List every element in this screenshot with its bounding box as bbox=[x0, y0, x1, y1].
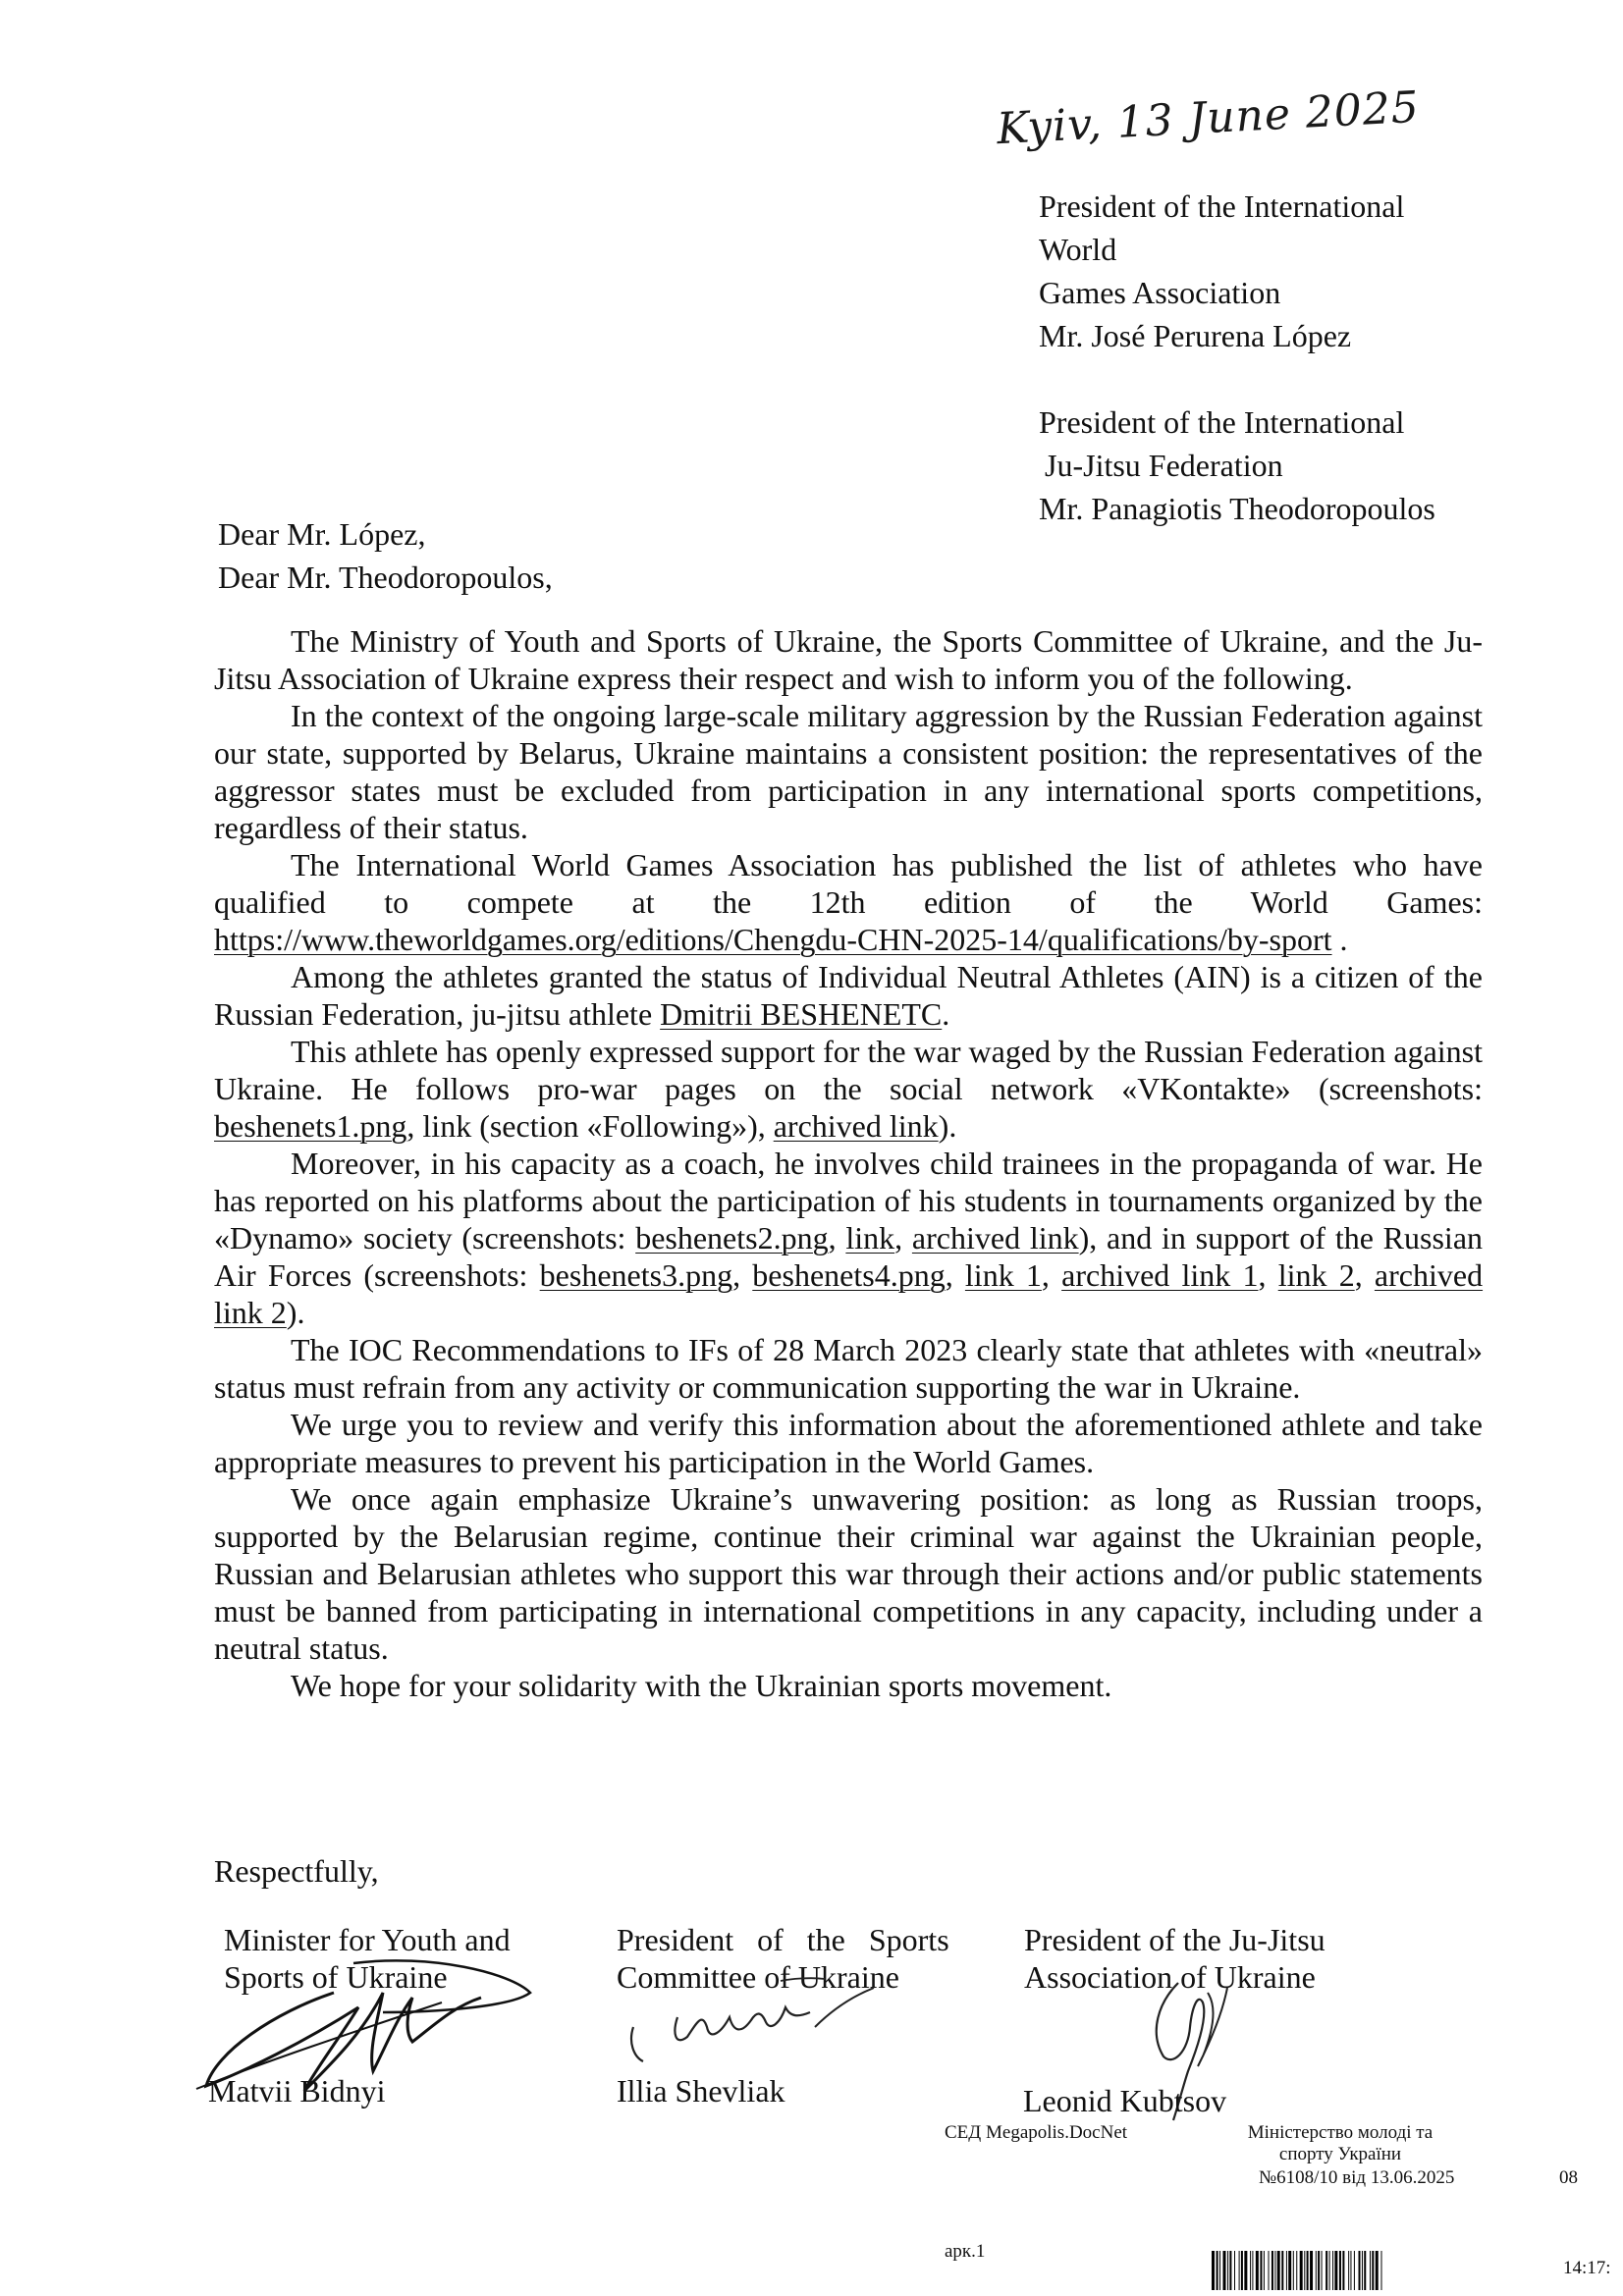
signatory-title-line: President of the Sports bbox=[617, 1922, 949, 1957]
registration-time: 14:17: bbox=[1563, 2258, 1611, 2278]
paragraph-text: ). bbox=[286, 1295, 305, 1330]
barcode-bar bbox=[1381, 2251, 1382, 2290]
recipient-line: Games Association bbox=[1039, 275, 1281, 310]
paragraph-text: . bbox=[942, 996, 950, 1032]
barcode-bar bbox=[1286, 2251, 1287, 2290]
paragraph-text: , bbox=[1354, 1257, 1375, 1293]
barcode-bar bbox=[1362, 2251, 1363, 2290]
barcode-bar bbox=[1334, 2251, 1337, 2290]
barcode-bar bbox=[1223, 2251, 1226, 2290]
barcode-bar bbox=[1234, 2251, 1235, 2290]
paragraph-coach-propaganda bbox=[214, 1145, 1483, 1331]
air-forces-archived-link-2[interactable]: archived link 2 bbox=[214, 1257, 1484, 1330]
barcode-bar bbox=[1304, 2251, 1305, 2290]
barcode-bar bbox=[1274, 2251, 1275, 2290]
recipient-block-iwga bbox=[1039, 185, 1404, 357]
signature-committee bbox=[614, 1973, 908, 2081]
barcode-bar bbox=[1229, 2251, 1231, 2290]
paragraph-text: ), and in support of the Russian Air Forces (screenshots: bbox=[214, 1220, 1484, 1293]
barcode-bar bbox=[1277, 2251, 1280, 2290]
barcode-bar bbox=[1310, 2251, 1313, 2290]
barcode-bar bbox=[1293, 2251, 1294, 2290]
paragraph-qualification-list bbox=[214, 846, 1483, 958]
registration-code: 08 bbox=[1559, 2167, 1578, 2188]
air-forces-archived-link-1[interactable]: archived link 1 bbox=[1061, 1257, 1259, 1293]
salutation-line: Dear Mr. Theodoropoulos, bbox=[218, 560, 553, 595]
signatory-title-line: Minister for Youth and bbox=[224, 1922, 511, 1957]
signatory-jujitsu-name: Leonid Kubtsov bbox=[1023, 2083, 1227, 2118]
barcode-bar bbox=[1316, 2251, 1317, 2290]
registration-sheet: арк.1 bbox=[945, 2241, 986, 2262]
barcode-bar bbox=[1296, 2251, 1297, 2290]
signatory-title-line: Association of Ukraine bbox=[1024, 1959, 1316, 1995]
barcode-bar bbox=[1217, 2251, 1218, 2290]
paragraph-text: The International World Games Association has published the list of athletes who have qualified to compete at the 12th edition of the World Games: bbox=[214, 847, 1483, 920]
barcode-bar bbox=[1271, 2251, 1273, 2290]
barcode-bar bbox=[1260, 2251, 1262, 2290]
barcode-bar bbox=[1212, 2251, 1215, 2290]
recipient-line: President of the International bbox=[1039, 404, 1405, 440]
registration-system: СЕД Megapolis.DocNet bbox=[945, 2122, 1128, 2143]
screenshot-link-beshenets2[interactable]: beshenets2.png bbox=[635, 1220, 829, 1255]
barcode-bar bbox=[1227, 2251, 1228, 2290]
registration-org-line: Міністерство молоді та bbox=[1247, 2122, 1434, 2143]
barcode-bar bbox=[1269, 2251, 1270, 2290]
recipient-line: Mr. José Perurena López bbox=[1039, 318, 1352, 353]
paragraph-athlete bbox=[214, 958, 1483, 1033]
dynamo-archived-link[interactable]: archived link bbox=[911, 1220, 1079, 1255]
barcode-bar bbox=[1342, 2251, 1344, 2290]
signatory-committee-name: Illia Shevliak bbox=[617, 2073, 785, 2109]
barcode-bar bbox=[1350, 2251, 1351, 2290]
paragraph-text: , link (section «Following»), bbox=[406, 1108, 774, 1144]
dynamo-link[interactable]: link bbox=[845, 1220, 895, 1255]
air-forces-link-1[interactable]: link 1 bbox=[964, 1257, 1042, 1293]
signatory-title-line: President of the Ju-Jitsu bbox=[1024, 1922, 1325, 1957]
registration-org-line: спорту України bbox=[1278, 2144, 1402, 2164]
barcode-bar bbox=[1318, 2251, 1320, 2290]
registration-organization bbox=[1222, 2122, 1458, 2165]
barcode-bar bbox=[1300, 2251, 1303, 2290]
paragraph-text: , bbox=[1258, 1257, 1278, 1293]
paragraph-text: This athlete has openly expressed support for the war waged by the Russian Federation against Ukraine. He follows pro-war pages on the social network «VKontakte» (screenshots: bbox=[214, 1034, 1483, 1106]
barcode-bar bbox=[1370, 2251, 1371, 2290]
barcode-bar bbox=[1244, 2251, 1247, 2290]
recipient-line: World bbox=[1039, 232, 1117, 267]
air-forces-link-2[interactable]: link 2 bbox=[1277, 1257, 1355, 1293]
barcode-bar bbox=[1376, 2251, 1379, 2290]
paragraph-text: Moreover, in his capacity as a coach, he involves child trainees in the propaganda of war. He has reported on his platforms about the participation of his students in tournaments organized by the «Dynamo» society (screenshots: bbox=[214, 1146, 1483, 1255]
paragraph-position-restated: We once again emphasize Ukraine’s unwavering position: as long as Russian troops, supported by the Belarusian regime, continue their criminal war against the Ukrainian people, Russian and Belarusian athletes who support this war through their actions and/or public statements must be banned from participating in international competitions in any capacity, including under a neutral status. bbox=[214, 1481, 1483, 1666]
paragraph-text: , bbox=[732, 1257, 753, 1293]
screenshot-link-beshenets3[interactable]: beshenets3.png bbox=[539, 1257, 733, 1293]
signatory-title-line: Committee of Ukraine bbox=[617, 1959, 899, 1995]
barcode-bar bbox=[1359, 2251, 1361, 2290]
barcode-bar bbox=[1364, 2251, 1366, 2290]
paragraph-solidarity: We hope for your solidarity with the Ukrainian sports movement. bbox=[291, 1668, 1112, 1703]
registration-number: №6108/10 від 13.06.2025 bbox=[1259, 2167, 1455, 2188]
barcode-bar bbox=[1264, 2251, 1265, 2290]
barcode-bar bbox=[1348, 2251, 1349, 2290]
barcode-bar bbox=[1372, 2251, 1374, 2290]
barcode-bar bbox=[1250, 2251, 1251, 2290]
barcode-bar bbox=[1322, 2251, 1323, 2290]
paragraph-vkontakte bbox=[214, 1033, 1483, 1145]
letter-body bbox=[214, 622, 1483, 1704]
screenshot-link-beshenets1[interactable]: beshenets1.png bbox=[214, 1108, 407, 1144]
athlete-profile-link[interactable]: Dmitrii BESHENETC bbox=[660, 996, 943, 1032]
paragraph-request: We urge you to review and verify this information about the aforementioned athlete and take appropriate measures to prevent his participation in the World Games. bbox=[214, 1407, 1483, 1479]
registration-barcode bbox=[1212, 2251, 1551, 2290]
signatory-title-line: Sports of Ukraine bbox=[224, 1959, 448, 1995]
screenshot-link-beshenets4[interactable]: beshenets4.png bbox=[752, 1257, 946, 1293]
barcode-bar bbox=[1288, 2251, 1291, 2290]
closing: Respectfully, bbox=[214, 1853, 379, 1889]
barcode-bar bbox=[1332, 2251, 1333, 2290]
signatory-minister-name: Matvii Bidnyi bbox=[208, 2073, 386, 2109]
barcode-bar bbox=[1339, 2251, 1341, 2290]
barcode-bar bbox=[1354, 2251, 1355, 2290]
paragraph-text: Among the athletes granted the status of Individual Neutral Athletes (AIN) is a citizen of the Russian Federation, ju-jitsu athlete bbox=[214, 959, 1483, 1032]
barcode-bar bbox=[1307, 2251, 1309, 2290]
paragraph-intro: The Ministry of Youth and Sports of Ukraine, the Sports Committee of Ukraine, and the Ju-Jitsu Association of Ukraine express their respect and wish to inform you of the following. bbox=[214, 623, 1483, 696]
barcode-bar bbox=[1219, 2251, 1220, 2290]
paragraph-ioc-recommendations: The IOC Recommendations to IFs of 28 March 2023 clearly state that athletes with «neutral» status must refrain from any activity or communication supporting the war in Ukraine. bbox=[214, 1332, 1483, 1405]
barcode-bar bbox=[1281, 2251, 1283, 2290]
barcode-bar bbox=[1325, 2251, 1327, 2290]
barcode-bar bbox=[1241, 2251, 1243, 2290]
handwritten-place-date: Kyiv, 13 June 2025 bbox=[995, 81, 1421, 155]
paragraph-text: , bbox=[945, 1257, 965, 1293]
barcode-bar bbox=[1239, 2251, 1240, 2290]
paragraph-text: , bbox=[894, 1220, 912, 1255]
qualification-list-link[interactable]: https://www.theworldgames.org/editions/Chengdu-CHN-2025-14/qualifications/by-sport bbox=[214, 922, 1332, 957]
salutation-line: Dear Mr. López, bbox=[218, 516, 426, 552]
barcode-bar bbox=[1252, 2251, 1253, 2290]
barcode-bar bbox=[1329, 2251, 1330, 2290]
recipient-block-jjif bbox=[1039, 400, 1435, 530]
recipient-line: Mr. Panagiotis Theodoropoulos bbox=[1039, 491, 1435, 526]
paragraph-position: In the context of the ongoing large-scale military aggression by the Russian Federation against our state, supported by Belarus, Ukraine maintains a consistent position: the representatives of the aggressor states must be excluded from participation in any international sports competitions, regardless of their status. bbox=[214, 698, 1483, 845]
paragraph-text: , bbox=[828, 1220, 846, 1255]
archived-link[interactable]: archived link bbox=[773, 1108, 939, 1144]
paragraph-text: ). bbox=[938, 1108, 957, 1144]
recipient-line: Ju-Jitsu Federation bbox=[1045, 448, 1283, 483]
paragraph-text: . bbox=[1331, 922, 1348, 957]
recipient-line: President of the International bbox=[1039, 188, 1405, 224]
paragraph-text: , bbox=[1041, 1257, 1062, 1293]
salutation bbox=[218, 512, 553, 599]
barcode-bar bbox=[1256, 2251, 1259, 2290]
